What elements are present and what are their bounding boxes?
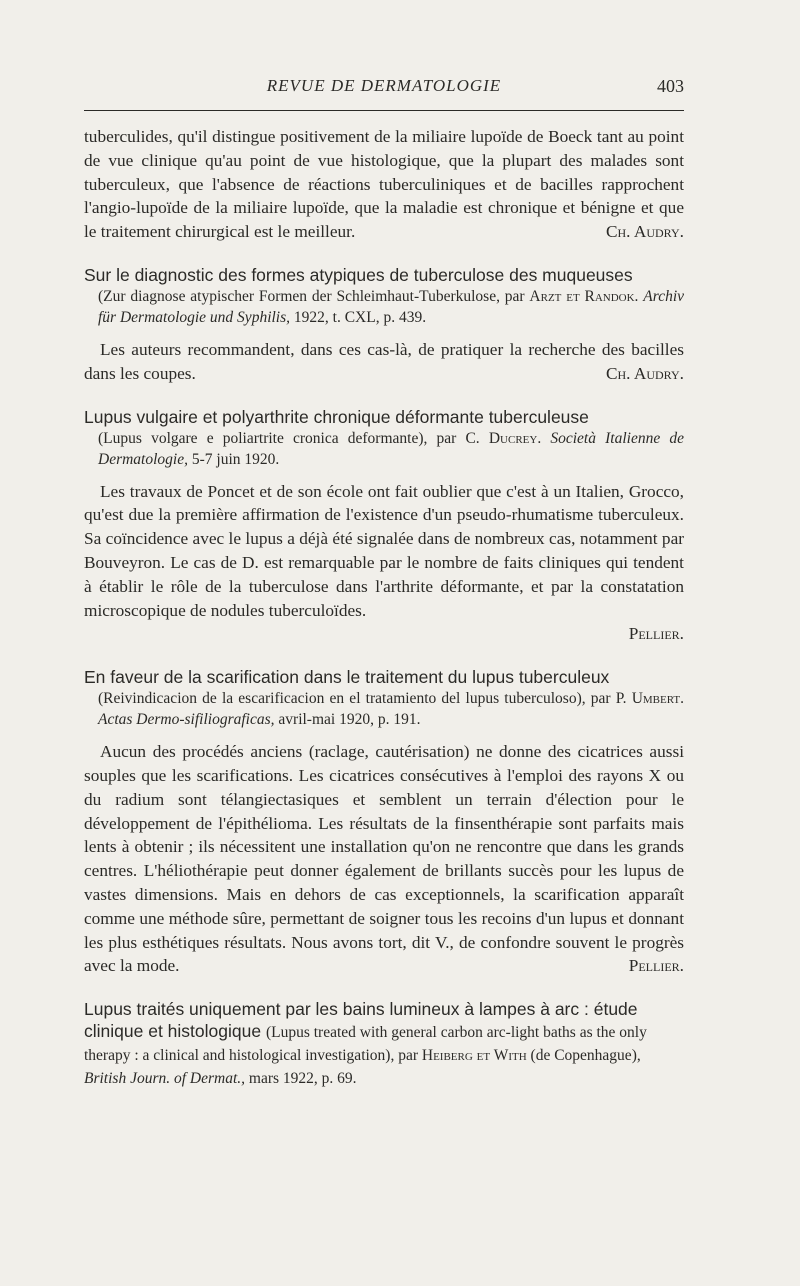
article-title: Lupus vulgaire et polyarthrite chronique déformante tuberculeuse — [84, 406, 589, 427]
article-reference — [98, 286, 684, 328]
ref-location: (de Copenhague), — [530, 1047, 641, 1065]
article-title: Sur le diagnostic des formes atypiques de tuberculose des muqueuses — [84, 264, 633, 285]
ref-authors: Heiberg et With — [421, 1047, 527, 1065]
page-number: 403 — [657, 76, 684, 96]
ref-tail: avril-mai 1920, p. 191. — [278, 711, 421, 729]
ref-text: (Zur diagnose atypischer Formen der Schleimhaut-Tuberkulose, par — [98, 287, 525, 305]
article-reference — [98, 688, 684, 730]
ref-text: (Reivindicacion de la escarificacion en el tratamiento del lupus tuberculoso), par P. — [98, 690, 627, 708]
ref-tail: 1922, t. CXL, p. 439. — [293, 308, 427, 326]
ref-journal: British Journ. of Dermat., — [84, 1070, 246, 1088]
ref-authors: Ducrey. — [488, 429, 542, 447]
body-text: Aucun des procédés anciens (raclage, cautérisation) ne donne des cicatrices aussi souples que les scarifications. Les cicatrices consécutives à l'emploi des rayons X ou du radium sont télangiectasiques et semblent un terrain d'élection pour le développement de l'épithélioma. Les résultats de la finsenthérapie sont parfaits mais lents à obtenir ; ils nécessitent une installation qu'on ne rencontre que dans les grands centres. L'héliothérapie peut donner également de brillants succès pour les lupus de vastes dimensions. Mais en dehors de cas exceptionnels, la scarification apparaît comme une méthode sûre, permettant de soigner tous les recoins d'un lupus et donnant les plus esthétiques résultats. Nous avons tort, dit V., de confondre souvent le progrès avec la mode. — [84, 742, 684, 976]
ref-journal: Società Italienne de Dermatologie, — [98, 429, 685, 468]
article-body — [84, 740, 684, 978]
ref-tail: mars 1922, p. 69. — [248, 1070, 357, 1088]
continuation-paragraph — [84, 125, 684, 244]
body-text: Les auteurs recommandent, dans ces cas-là, de pratiquer la recherche des bacilles dans les coupes. — [84, 339, 684, 383]
ref-text: (Lupus treated with general carbon arc-light baths as the only therapy : a clinical and histological investigation), par — [84, 1024, 647, 1065]
ref-authors: Arzt et Randok. — [529, 287, 639, 305]
article-title — [84, 998, 684, 1089]
article — [84, 264, 684, 386]
signature: Pellier. — [628, 624, 684, 644]
signature: Ch. Audry. — [605, 222, 684, 242]
article — [84, 406, 684, 647]
article — [84, 666, 684, 978]
ref-authors: Umbert. — [631, 690, 684, 708]
title-text: Lupus traités uniquement par les bains lumineux à lampes à arc : étude clinique et histologique — [84, 999, 638, 1042]
ref-text: (Lupus volgare e poliartrite cronica deformante), par C. — [98, 429, 480, 447]
journal-title: REVUE DE DERMATOLOGIE — [266, 76, 502, 95]
article-body: Les travaux de Poncet et de son école ont fait oublier que c'est à un Italien, Grocco, qu'est due la première affirmation de l'existence d'un pseudo-rhumatisme tuberculeux. Sa coïncidence avec le lupus a déjà été signalée dans de nombreux cas, notamment par Bouveyron. Le cas de D. est remarquable par le nombre de faits cliniques qui tendent à établir le rôle de la tuberculose dans l'arthrite déformante, et par la constatation microscopique de nodules tuberculoïdes. — [84, 481, 684, 620]
ref-tail: 5-7 juin 1920. — [191, 450, 280, 468]
continuation-text: tuberculides, qu'il distingue positivement de la miliaire lupoïde de Boeck tant au point de vue clinique qu'au point de vue histologique, que la plupart des malades sont tuberculeux, que l'absence de réactions tuberculiniques et de bacilles rapprochent l'angio-lupoïde de la miliaire lupoïde, que la maladie est chronique et bénigne et que le traitement chirurgical est le meilleur. — [84, 127, 684, 242]
page — [84, 70, 684, 1089]
ref-journal: Actas Dermo-sifiliograficas, — [98, 711, 275, 729]
header-rule — [84, 110, 684, 111]
signature: Pellier. — [628, 956, 684, 976]
article-title: En faveur de la scarification dans le traitement du lupus tuberculeux — [84, 667, 610, 688]
article-body — [84, 338, 684, 386]
article-reference — [98, 428, 684, 470]
running-head — [84, 70, 684, 100]
signature: Ch. Audry. — [605, 363, 684, 383]
ref-journal: Archiv für Dermatologie und Syphilis, — [98, 287, 685, 326]
article — [84, 998, 684, 1089]
